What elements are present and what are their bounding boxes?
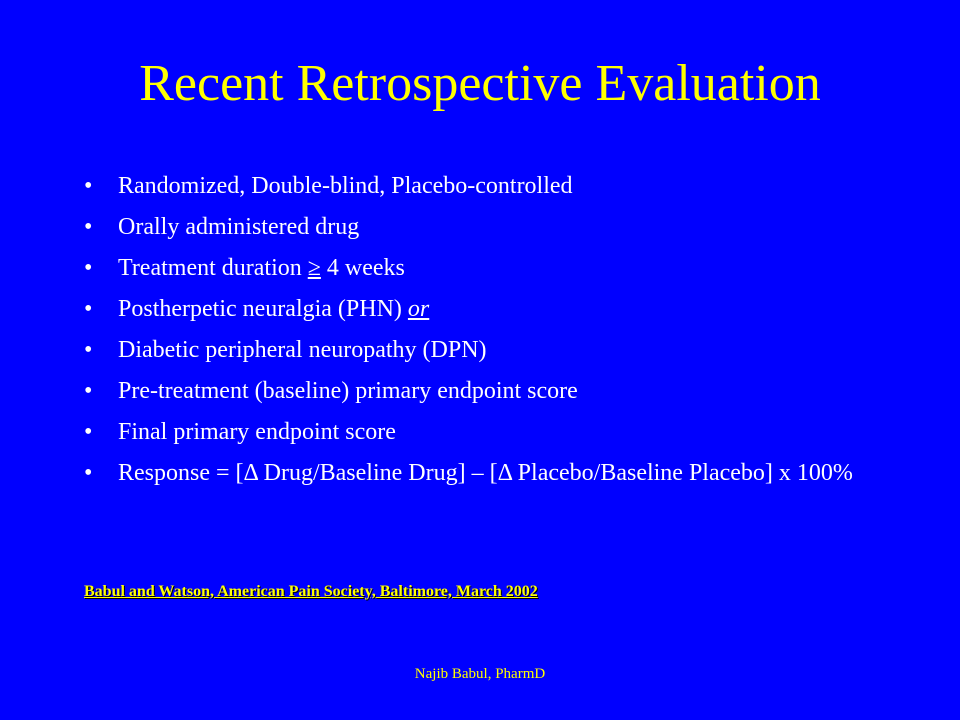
bullet-text: Diabetic peripheral neuropathy (DPN) (118, 337, 487, 363)
bullet-icon: • (84, 296, 93, 322)
bullet-text: Orally administered drug (118, 214, 360, 240)
bullet-text: Randomized, Double-blind, Placebo-controlled (118, 173, 573, 199)
bullet-item-pretreatment (84, 377, 914, 406)
bullet-item-phn (84, 295, 914, 324)
bullet-text: Final primary endpoint score (118, 419, 396, 445)
bullet-icon: • (84, 337, 93, 363)
bullet-text-prefix: Treatment duration (118, 255, 308, 281)
greater-equal-symbol: ≥ (307, 255, 321, 281)
bullet-item-duration (84, 254, 914, 283)
bullet-text-suffix: 4 weeks (320, 255, 405, 281)
underlined-or: or (407, 296, 430, 322)
bullet-icon: • (84, 460, 93, 486)
bullet-icon: • (84, 214, 93, 240)
bullet-text-prefix: Postherpetic neuralgia (PHN) (118, 296, 408, 322)
bullet-icon: • (84, 419, 93, 445)
bullet-icon: • (84, 378, 93, 404)
slide-title: Recent Retrospective Evaluation (139, 55, 821, 112)
bullet-item-orally (84, 213, 914, 242)
bullet-icon: • (84, 255, 93, 281)
bullet-item-final (84, 418, 914, 447)
bullet-item-dpn (84, 336, 914, 365)
bullet-item-randomized (84, 172, 914, 201)
bullet-text: Response = [Δ Drug/Baseline Drug] – [Δ Placebo/Baseline Placebo] x 100% (118, 460, 853, 486)
bullet-list (84, 172, 914, 500)
footer-author: Najib Babul, PharmD (414, 666, 546, 682)
bullet-text: Pre-treatment (baseline) primary endpoint score (118, 378, 578, 404)
bullet-icon: • (84, 173, 93, 199)
bullet-item-response (84, 459, 914, 488)
citation: Babul and Watson, American Pain Society, Baltimore, March 2002 (84, 583, 538, 600)
